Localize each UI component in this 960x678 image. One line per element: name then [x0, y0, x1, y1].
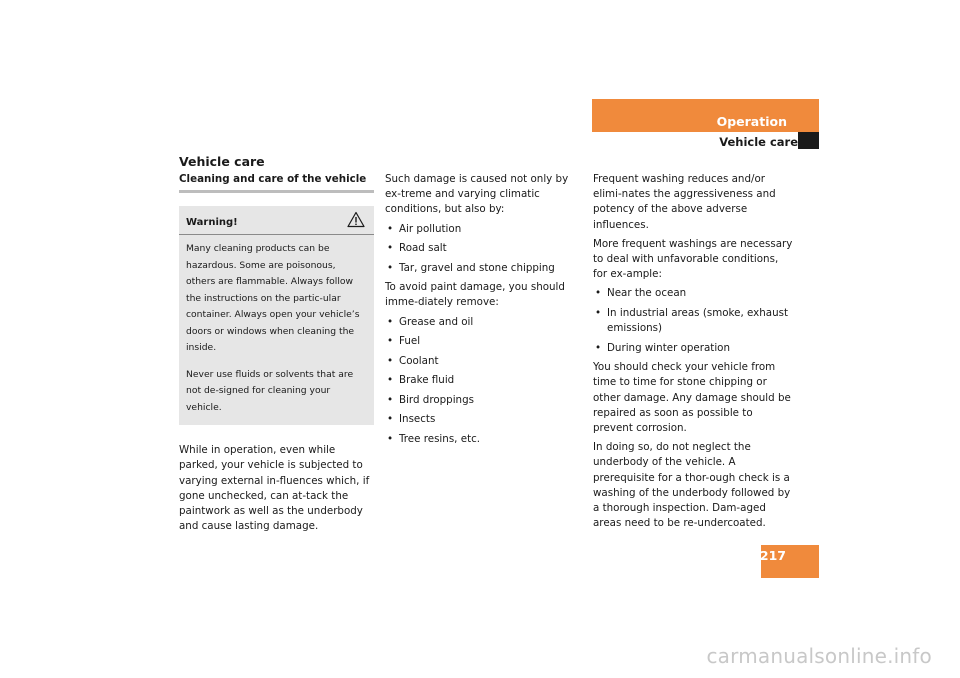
causes-list	[385, 222, 585, 276]
warning-box	[179, 206, 374, 425]
body-paragraph: While in operation, even while parked, your vehicle is subjected to varying external in-fluences which, if gone unchecked, can at-tack the paintwork as well as the underbody and cause lasting damage.	[179, 444, 370, 533]
header-subsection-title: Vehicle care	[719, 135, 798, 149]
list-item: • Tree resins, etc.	[385, 432, 585, 447]
body-paragraph: In doing so, do not neglect the underbody of the vehicle. A prerequisite for a thor-ough check is a washing of the underbody followed by a thorough inspection. Dam-aged areas need to be re-undercoated.	[593, 441, 791, 530]
warning-text: Many cleaning products can be hazardous. Some are poisonous, others are flammable. Always follow the instructions on the partic-ular container. Always open your vehicle’s doors or windows when cleaning the inside.	[186, 243, 360, 354]
header-marker	[798, 132, 819, 149]
column-1	[179, 172, 374, 538]
remove-list	[385, 315, 585, 447]
list-item: • During winter operation	[593, 341, 793, 356]
page-number: 217	[759, 548, 786, 563]
warning-header	[179, 206, 374, 235]
header-section-tab	[592, 99, 819, 132]
warning-title: Warning!	[186, 217, 238, 229]
list-item: • Near the ocean	[593, 286, 793, 301]
warning-triangle-icon	[347, 211, 365, 233]
list-item: • Road salt	[385, 241, 585, 256]
list-item: • Fuel	[385, 334, 585, 349]
body-paragraph: Such damage is caused not only by ex-treme and varying climatic conditions, but also by:	[385, 173, 569, 216]
body-paragraph: Frequent washing reduces and/or elimi-nates the aggressiveness and potency of the above adverse influences.	[593, 173, 776, 231]
list-item: • Bird droppings	[385, 393, 585, 408]
list-item: • Air pollution	[385, 222, 585, 237]
body-paragraph: More frequent washings are necessary to deal with unfavorable conditions, for ex-ample:	[593, 237, 793, 281]
body-paragraph: To avoid paint damage, you should imme-diately remove:	[385, 281, 565, 309]
watermark: carmanualsonline.info	[706, 644, 932, 668]
list-item: • In industrial areas (smoke, exhaust emissions)	[593, 306, 793, 336]
conditions-list	[593, 286, 793, 355]
column-2	[385, 172, 585, 451]
column-3	[593, 172, 793, 535]
list-item: • Tar, gravel and stone chipping	[385, 261, 585, 276]
list-item: • Brake fluid	[385, 373, 585, 388]
list-item: • Coolant	[385, 354, 585, 369]
page-title: Vehicle care	[179, 154, 265, 169]
header-section-title: Operation	[716, 114, 787, 129]
warning-text: Never use fluids or solvents that are not de-signed for cleaning your vehicle.	[186, 368, 354, 413]
list-item: • Insects	[385, 412, 585, 427]
page-number-tab	[761, 545, 819, 578]
list-item: • Grease and oil	[385, 315, 585, 330]
section-subhead: Cleaning and care of the vehicle	[179, 172, 374, 193]
body-paragraph: You should check your vehicle from time to time for stone chipping or other damage. Any damage should be repaired as soon as possible to prevent corrosion.	[593, 361, 791, 434]
